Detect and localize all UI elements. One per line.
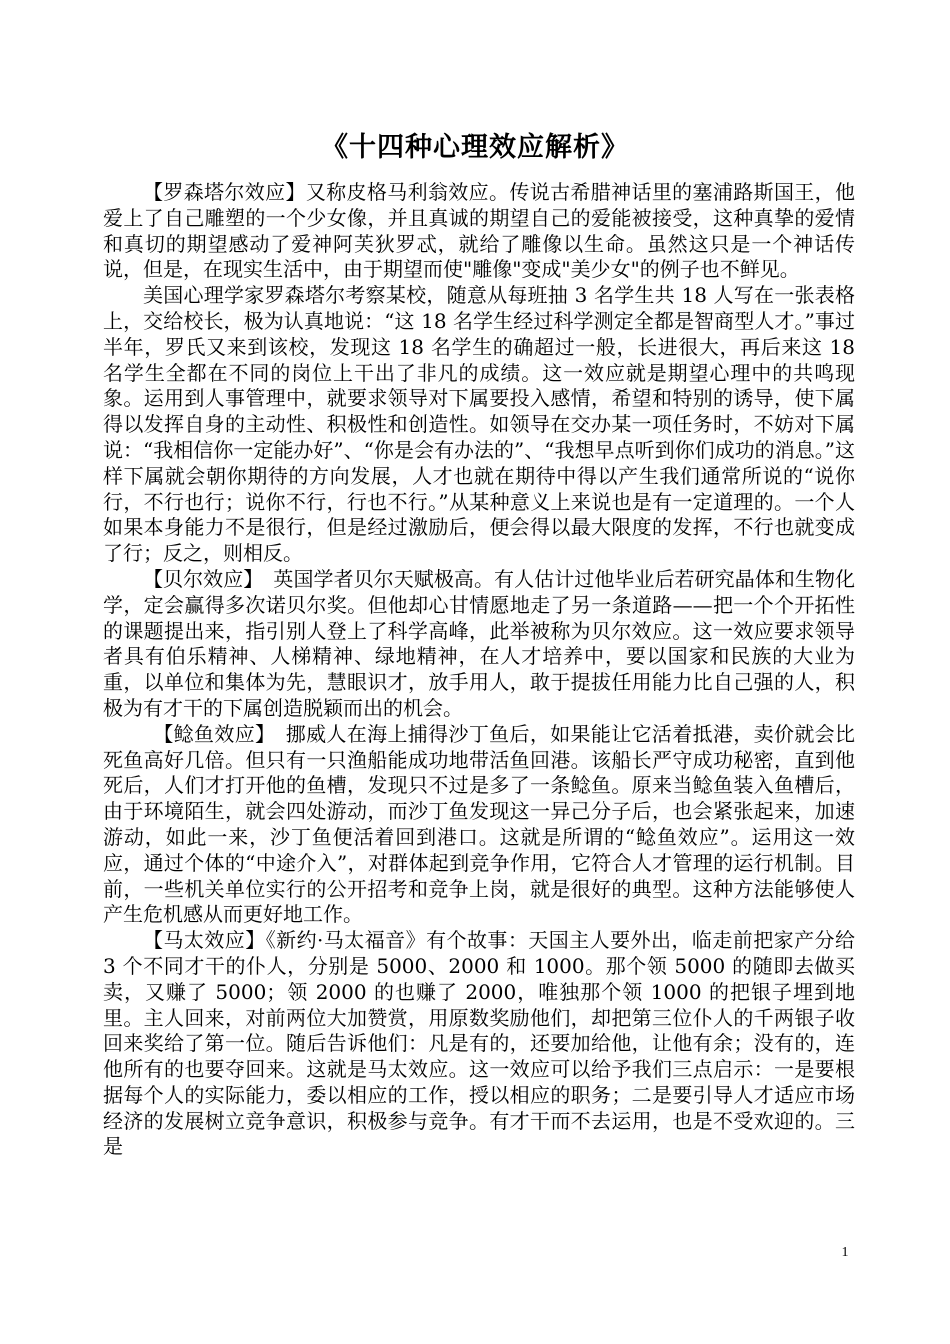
- paragraph-rosenthal-experiment: [103, 283, 855, 567]
- paragraph-bell-effect: [103, 567, 855, 722]
- paragraph-text: 《新约·马太福音》有个故事：天国主人要外出，临走前把家产分给 3 个不同才干的仆人，分别是 5000、2000 和 1000。那个领 5000 的随即去做买卖，又赚了 5000；领 2000 的也赚了 2000，唯独那个领 1000 的把银子埋到地里。主人回来，对前两位大加赞赏，用原数奖励他们，却把第三位仆人的千两银子收回来奖给了第一位。随后告诉他们：凡是有的，还要加给他，让他有余；没有的，连他所有的也要夺回来。这就是马太效应。这一效应可以给予我们三点启示：一是要根据每个人的实际能力，委以相应的工作，授以相应的职务；二是要引导人才适应市场经济的发展树立竞争意识，积极参与竞争。有才干而不去运用，也是不受欢迎的。三是: [103, 928, 856, 1159]
- paragraph-text: 又称皮格马利翁效应。传说古希腊神话里的塞浦路斯国王，他爱上了自己雕塑的一个少女像，并且真诚的期望自己的爱能被接受，这种真挚的爱情和真切的期望感动了爱神阿芙狄罗忒，就给了雕像以生命。虽然这只是一个神话传说，但是，在现实生活中，由于期望而使"雕像"变成"美少女"的例子也不鲜见。: [103, 180, 856, 282]
- page-number: 1: [841, 1245, 849, 1260]
- paragraph-text: 美国心理学家罗森塔尔考察某校，随意从每班抽 3 名学生共 18 人写在一张表格上，交给校长，极为认真地说：“这 18 名学生经过科学测定全都是智商型人才。”事过半年，罗氏又来到该校，发现这 18 名学生的确超过一般，长进很大，再后来这 18 名学生全都在不同的岗位上干出了非凡的成绩。这一效应就是期望心理中的共鸣现象。运用到人事管理中，就要求领导对下属要投入感情，希望和特别的诱导，使下属得以发挥自身的主动性、积极性和创造性。如领导在交办某一项任务时，不妨对下属说：“我相信你一定能办好”、“你是会有办法的”、“我想早点听到你们成功的消息。”这样下属就会朝你期待的方向发展，人才也就在期待中得以产生我们通常所说的“说你行，不行也行；说你不行，行也不行。”从某种意义上来说也是有一定道理的。一个人如果本身能力不是很行，但是经过激励后，便会得以最大限度的发挥，不行也就变成了行；反之，则相反。: [103, 283, 855, 566]
- paragraph-heading: 【罗森塔尔效应】: [143, 180, 306, 204]
- paragraph-heading: 【马太效应】: [143, 928, 266, 953]
- paragraph-matthew-effect: [103, 928, 855, 1160]
- document-body: [103, 180, 855, 1160]
- paragraph-text: 挪威人在海上捕得沙丁鱼后，如果能让它活着抵港，卖价就会比死鱼高好几倍。但只有一只渔船能成功地带活鱼回港。该船长严守成功秘密，直到他死后，人们才打开他的鱼槽，发现只不过是多了一条鲶鱼。原来当鲶鱼装入鱼槽后，由于环境陌生，就会四处游动，而沙丁鱼发现这一异己分子后，也会紧张起来，加速游动，如此一来，沙丁鱼便活着回到港口。这就是所谓的“鲶鱼效应”。运用这一效应，通过个体的“中途介入”，对群体起到竞争作用，它符合人才管理的运行机制。目前，一些机关单位实行的公开招考和竞争上岗，就是很好的典型。这种方法能够使人产生危机感从而更好地工作。: [103, 721, 856, 927]
- paragraph-text: 英国学者贝尔天赋极高。有人估计过他毕业后若研究晶体和生物化学，定会赢得多次诺贝尔奖。但他却心甘情愿地走了另一条道路——把一个个开拓性的课题提出来，指引别人登上了科学高峰，此举被称为贝尔效应。这一效应要求领导者具有伯乐精神、人梯精神、绿地精神，在人才培养中，要以国家和民族的大业为重，以单位和集体为先，慧眼识才，放手用人，敢于提拔任用能力比自己强的人，积极为有才干的下属创造脱颖而出的机会。: [103, 566, 856, 720]
- paragraph-heading: 【鲶鱼效应】: [143, 721, 266, 746]
- paragraph-heading: 【贝尔效应】: [143, 566, 254, 591]
- paragraph-catfish-effect: [103, 722, 855, 928]
- paragraph-rosenthal-effect: [103, 180, 855, 283]
- document-title: 《十四种心理效应解析》: [321, 132, 629, 163]
